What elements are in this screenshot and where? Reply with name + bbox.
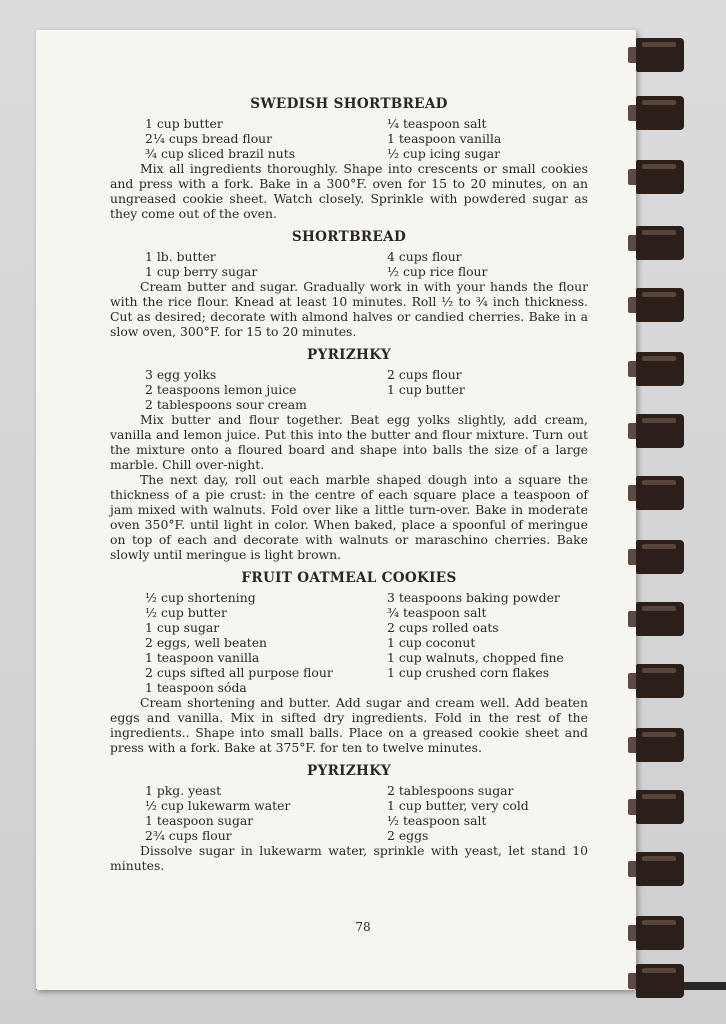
ingredient-right: ½ teaspoon salt xyxy=(387,813,487,828)
ingredient-row xyxy=(110,813,588,828)
ingredient-row xyxy=(110,249,588,264)
recipe-title: SHORTBREAD xyxy=(291,229,407,245)
page-number: 78 xyxy=(355,920,371,934)
recipe-shortbread xyxy=(110,230,588,339)
ingredient-left: 2¼ cups bread flour xyxy=(145,131,273,146)
recipe-column xyxy=(110,97,588,873)
ingredient-row xyxy=(110,146,588,161)
ingredient-right: 2 cups flour xyxy=(387,367,462,382)
ingredient-row xyxy=(110,650,588,665)
ingredient-row xyxy=(110,116,588,131)
ingredient-row xyxy=(110,783,588,798)
binding-ring xyxy=(628,160,690,194)
ingredient-right: ¼ teaspoon salt xyxy=(387,116,487,131)
recipe-title: FRUIT OATMEAL COOKIES xyxy=(241,570,457,586)
ingredient-left: 1 teaspoon sugar xyxy=(145,813,254,828)
ingredient-right: ½ cup icing sugar xyxy=(387,146,501,161)
instructions-paragraph: Cream shortening and butter. Add sugar and cream well. Add beaten eggs and vanilla. Mix in sifted dry ingredients. Fold in the rest of the ingredients.. Shape into small balls. Place on a greased cookie sheet and press with a fork. Bake at 375°F. for ten to twelve minutes. xyxy=(110,695,588,755)
binding-ring xyxy=(628,414,690,448)
ingredient-row xyxy=(110,798,588,813)
ingredient-right: 1 teaspoon vanilla xyxy=(387,131,502,146)
ingredient-left: 2 eggs, well beaten xyxy=(145,635,268,650)
ingredient-left: 2 cups sifted all purpose flour xyxy=(145,665,333,680)
ingredient-left: ½ cup butter xyxy=(145,605,227,620)
ingredient-left: 1 teaspoon sóda xyxy=(145,680,247,695)
binding-ring xyxy=(628,476,690,510)
instructions-paragraph: The next day, roll out each marble shaped dough into a square the thickness of a pie crust: in the centre of each square place a teaspoon of jam mixed with walnuts. Fold over like a little turn-over. Bake in moderate oven 350°F. until light in color. When baked, place a spoonful of meringue on top of each and decorate with walnuts or maraschino cherries. Bake slowly until meringue is light brown. xyxy=(110,472,588,562)
recipe-pyrizhky-yeast xyxy=(110,764,588,873)
ingredient-row xyxy=(110,828,588,843)
ingredient-right: 1 cup butter, very cold xyxy=(387,798,529,813)
recipe-fruit-oatmeal-cookies xyxy=(110,571,588,755)
ingredient-row xyxy=(110,382,588,397)
ingredient-row xyxy=(110,665,588,680)
ingredient-right: 1 cup walnuts, chopped fine xyxy=(387,650,564,665)
binding-ring xyxy=(628,964,690,998)
binding-ring xyxy=(628,602,690,636)
recipe-title: SWEDISH SHORTBREAD xyxy=(250,96,448,112)
ingredient-row xyxy=(110,131,588,146)
ingredient-row xyxy=(110,397,588,412)
binding-ring xyxy=(628,288,690,322)
ingredient-right: ¾ teaspoon salt xyxy=(387,605,487,620)
instructions-paragraph: Cream butter and sugar. Gradually work in with your hands the flour with the rice flour. Knead at least 10 minutes. Roll ½ to ¾ inch thickness. Cut as desired; decorate with almond halves or candied cherries. Bake in a slow oven, 300°F. for 15 to 20 minutes. xyxy=(110,279,588,339)
ingredient-row xyxy=(110,264,588,279)
binding-ring xyxy=(628,540,690,574)
ingredient-right: 2 eggs xyxy=(387,828,429,843)
ingredient-row xyxy=(110,620,588,635)
binding-ring xyxy=(628,352,690,386)
ingredient-left: 2 teaspoons lemon juice xyxy=(145,382,297,397)
ingredient-left: 3 egg yolks xyxy=(145,367,217,382)
ingredient-left: ½ cup shortening xyxy=(145,590,256,605)
recipe-title: PYRIZHKY xyxy=(307,347,391,363)
binding-ring xyxy=(628,226,690,260)
instructions-paragraph: Mix butter and flour together. Beat egg yolks slightly, add cream, vanilla and lemon juice. Put this into the butter and flour mixture. Turn out the mixture onto a floured board and shape into balls the size of a large marble. Chill over-night. xyxy=(110,412,588,472)
ingredient-right: ½ cup rice flour xyxy=(387,264,488,279)
binding-ring xyxy=(628,96,690,130)
binding-ring xyxy=(628,664,690,698)
ingredient-left: 1 teaspoon vanilla xyxy=(145,650,260,665)
instructions-paragraph: Dissolve sugar in lukewarm water, sprinkle with yeast, let stand 10 minutes. xyxy=(110,843,588,873)
recipe-pyrizhky xyxy=(110,348,588,562)
ingredient-left: 1 lb. butter xyxy=(145,249,216,264)
binding-ring xyxy=(628,790,690,824)
recipe-title: PYRIZHKY xyxy=(307,763,391,779)
binding-ring xyxy=(628,728,690,762)
ingredient-right: 1 cup butter xyxy=(387,382,465,397)
ingredient-left: 1 cup butter xyxy=(145,116,223,131)
spiral-binding xyxy=(628,0,726,1024)
ingredient-row xyxy=(110,680,588,695)
binding-ring xyxy=(628,38,690,72)
ingredient-row xyxy=(110,605,588,620)
ingredient-row xyxy=(110,635,588,650)
ingredient-left: ¾ cup sliced brazil nuts xyxy=(145,146,296,161)
ingredient-left: 2 tablespoons sour cream xyxy=(145,397,307,412)
ingredient-right: 3 teaspoons baking powder xyxy=(387,590,560,605)
ingredient-left: 1 cup sugar xyxy=(145,620,220,635)
ingredient-left: 1 pkg. yeast xyxy=(145,783,222,798)
ingredient-left: ½ cup lukewarm water xyxy=(145,798,291,813)
ingredient-right: 1 cup coconut xyxy=(387,635,476,650)
recipe-swedish-shortbread xyxy=(110,97,588,221)
instructions-paragraph: Mix all ingredients thoroughly. Shape into crescents or small cookies and press with a fork. Bake in a 300°F. oven for 15 to 20 minutes, on an ungreased cookie sheet. Watch closely. Sprinkle with powdered sugar as they come out of the oven. xyxy=(110,161,588,221)
ingredient-right: 2 tablespoons sugar xyxy=(387,783,514,798)
ingredient-right: 2 cups rolled oats xyxy=(387,620,499,635)
ingredient-right: 4 cups flour xyxy=(387,249,462,264)
ingredient-row xyxy=(110,367,588,382)
ingredient-left: 2¾ cups flour xyxy=(145,828,232,843)
binding-ring xyxy=(628,852,690,886)
ingredient-left: 1 cup berry sugar xyxy=(145,264,258,279)
ingredient-row xyxy=(110,590,588,605)
ingredient-right: 1 cup crushed corn flakes xyxy=(387,665,550,680)
